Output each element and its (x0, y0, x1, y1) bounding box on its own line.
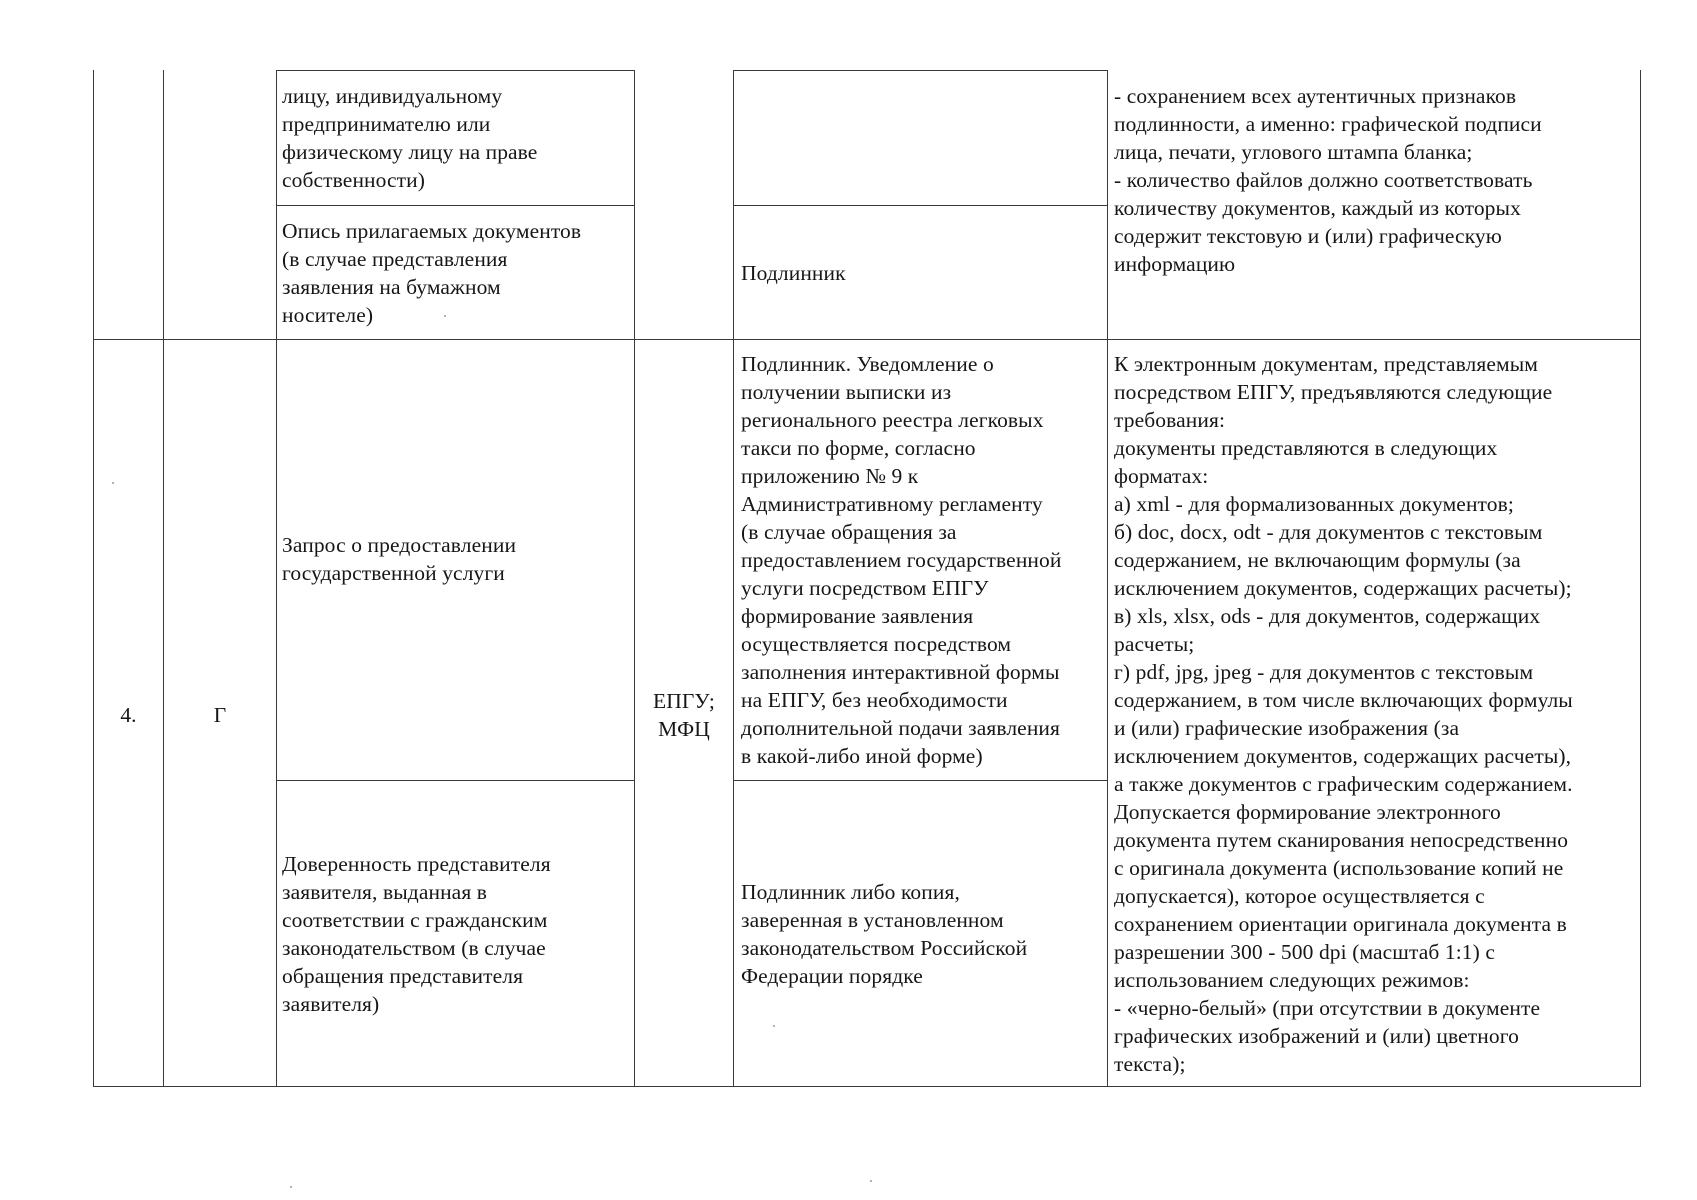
doc-cell-inventory: Опись прилагаемых документов (в случае представления заявления на бумажном носителе) (282, 219, 582, 327)
form-cell-original: Подлинник (741, 261, 846, 285)
scan-speck (112, 482, 114, 484)
col-divider-1 (163, 70, 164, 1087)
form-cell-request: Подлинник. Уведомление о получении выписки из регионального реестра легковых такси по форме, согласно приложению № 9 к Административному регламенту (в случае обращения за предоставлением государственной услуги посредством ЕПГУ формирование заявления осуществляется посредством заполнения интерактивной формы на ЕПГУ, без необходимости дополнительной подачи заявления в какой-либо иной форме) (741, 352, 1062, 768)
scan-speck (290, 1186, 292, 1188)
col-divider-3 (634, 70, 635, 1087)
scan-speck (773, 1025, 775, 1027)
doc-cell-continued: лицу, индивидуальному предпринимателю или физическому лицу на праве собственности) (282, 84, 538, 192)
col-divider-5 (1107, 70, 1108, 1087)
scan-speck (870, 1180, 872, 1182)
cell-divider-forms-1 (733, 205, 1107, 206)
channel-cell: ЕПГУ; МФЦ (653, 689, 715, 741)
row-divider (93, 339, 1641, 340)
row-category: Г (213, 703, 227, 727)
scan-speck (444, 315, 446, 317)
col-divider-2 (276, 70, 277, 1087)
form-cell-attorney: Подлинник либо копия, заверенная в установленном законодательством Российской Федерации порядке (741, 880, 1028, 988)
requirements-cell-electronic: К электронным документам, представляемым посредством ЕПГУ, предъявляются следующие требования: документы представляются в следующих форматах: а) xml - для формализованных документов; б) doc, docx, odt - для документов с текстовым содержанием, не включающим формулы (за исключением документов, содержащих расчеты); в) xls, xlsx, ods - для документов, содержащих расчеты; г) pdf, jpg, jpeg - для документов с текстовым содержанием, в том числе включающих формулы и (или) графические изображения (за исключением документов, содержащих расчеты), а также документов с графическим содержанием. Допускается формирование электронного документа путем сканирования непосредственно с оригинала документа (использование копий не допускается), которое осуществляется с сохранением ориентации оригинала документа в разрешении 300 - 500 dpi (масштаб 1:1) с использованием следующих режимов: - «черно-белый» (при отсутствии в документе графических изображений и (или) цветного текста); (1114, 352, 1573, 1076)
cell-divider-docs-1 (276, 205, 634, 206)
requirements-cell-continued: - сохранением всех аутентичных признаков подлинности, а именно: графической подписи лица, печати, углового штампа бланка; - количество файлов должно соответствовать количеству документов, каждый из которых содержит текстовую и (или) графическую информацию (1114, 84, 1542, 276)
row-number: 4. (120, 703, 137, 727)
cell-divider-docs-2 (276, 780, 634, 781)
cell-divider-top-forms (733, 70, 1107, 71)
cell-divider-top-docs (276, 70, 634, 71)
cell-divider-forms-2 (733, 780, 1107, 781)
table-border-right (1640, 70, 1641, 1087)
doc-cell-power-of-attorney: Доверенность представителя заявителя, выданная в соответствии с гражданским законодательством (в случае обращения представителя заявителя) (282, 852, 551, 1016)
col-divider-4 (733, 70, 734, 1087)
doc-cell-request: Запрос о предоставлении государственной услуги (282, 533, 517, 585)
table-border-bottom (93, 1086, 1641, 1087)
table-border-left (93, 70, 94, 1087)
